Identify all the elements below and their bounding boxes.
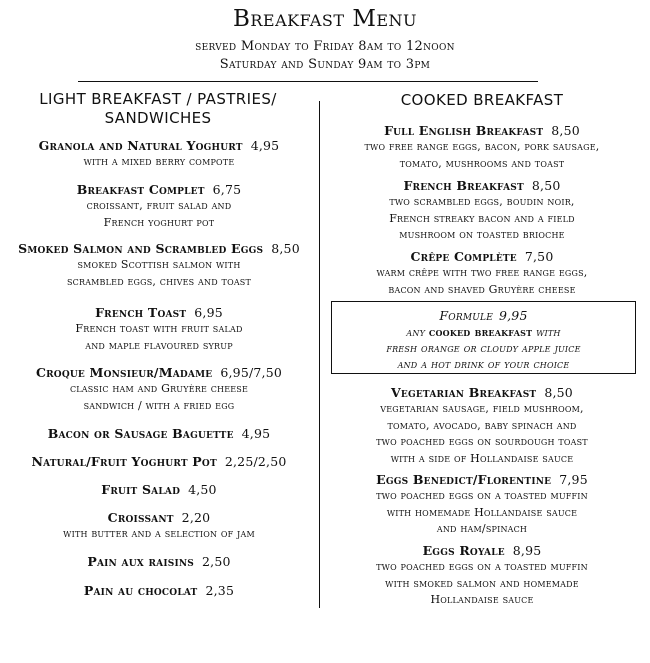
menu-item-title [2,364,316,381]
menu-item-description: bacon and shaved Gruyère cheese [388,282,576,296]
menu-item-description: two poached eggs on a toasted muffin [376,560,588,573]
menu-item-description: with butter and a selection of jam [63,527,255,540]
menu-item-title [326,248,638,265]
menu-item-name: Natural/Fruit Yoghurt Pot [31,454,217,469]
menu-item-price: 4,95 [241,426,271,441]
menu-item-smoked-salmon [2,240,316,290]
menu-item-description: French streaky bacon and a field [389,211,575,225]
menu-item-description: with smoked salmon and homemade [385,576,579,590]
menu-item-title [2,553,316,570]
menu-item-description: with homemade Hollandaise sauce [386,505,578,519]
menu-item-title [2,240,316,257]
menu-item-name: Bacon or Sausage Baguette [47,426,234,441]
menu-item-pain-au-chocolat [2,582,316,599]
light-breakfast-heading [2,90,314,128]
column-divider [319,101,320,608]
menu-item-french-breakfast [326,177,638,244]
formule-box [331,301,636,374]
menu-item-name: Vegetarian Breakfast [391,385,537,400]
menu-item-name: Pain aux raisins [87,554,194,569]
formule-line1: any cooked breakfast with [406,325,561,339]
menu-item-baguette [2,425,316,442]
header-divider [78,81,538,82]
menu-item-title [326,177,638,194]
menu-item-description: vegetarian sausage, field mushroom, [380,402,584,415]
menu-item-name: French Toast [95,305,187,320]
weekday-hours: served Monday to Friday 8am to 12noon [195,39,455,54]
formule-name: Formule [439,308,493,323]
menu-item-name: French Breakfast [403,178,524,193]
menu-item-name: Croque Monsieur/Madame [35,365,213,380]
menu-title: Breakfast Menu [232,6,418,32]
menu-item-title [326,542,638,559]
menu-item-price: 7,50 [524,249,554,264]
menu-item-price: 2,25/2,50 [224,454,287,469]
menu-item-description: warm crêpe with two free range eggs, [376,266,588,279]
menu-item-price: 6,75 [212,182,242,197]
menu-item-description: with a side of Hollandaise sauce [390,451,574,465]
menu-item-name: Full English Breakfast [384,123,544,138]
menu-item-price: 8,95 [512,543,542,558]
menu-item-description: tomato, avocado, baby spinach and [387,418,577,432]
menu-item-description: smoked Scottish salmon with [77,258,241,271]
menu-item-price: 8,50 [544,385,573,400]
menu-item-breakfast-complet [2,181,316,231]
menu-item-description: Hollandaise sauce [430,593,534,606]
menu-item-description: scrambled eggs, chives and toast [66,274,252,288]
menu-item-title [2,137,316,154]
weekend-hours: Saturday and Sunday 9am to 3pm [219,57,431,72]
menu-item-description: sandwich / with a fried egg [83,398,235,412]
menu-item-title [326,122,638,139]
formule-line2: fresh orange or cloudy apple juice [386,341,581,355]
menu-item-title [326,471,638,488]
menu-item-croissant [2,509,316,543]
menu-item-name: Granola and Natural Yoghurt [38,138,243,153]
menu-item-description: two free range eggs, bacon, pork sausage, [364,140,600,153]
menu-item-pain-aux-raisins [2,553,316,570]
menu-item-name: Pain au chocolat [83,583,198,598]
light-breakfast-heading-line1: LIGHT BREAKFAST / PASTRIES/ [39,90,277,108]
menu-item-name: Fruit Salad [101,482,181,497]
menu-item-price: 2,50 [202,554,231,569]
formule-line3: and a hot drink of your choice [397,357,570,371]
menu-item-price: 8,50 [271,241,300,256]
menu-item-granola [2,137,316,171]
menu-item-price: 8,50 [551,123,580,138]
menu-item-description: mushroom on toasted brioche [399,228,565,241]
menu-item-description: croissant, fruit salad and [86,199,232,212]
menu-item-title [2,481,316,498]
menu-item-title [2,181,316,198]
menu-item-title [2,425,316,442]
menu-item-full-english [326,122,638,172]
menu-item-title [2,582,316,599]
light-breakfast-heading-line2: SANDWICHES [104,109,212,127]
menu-item-price: 8,50 [531,178,561,193]
menu-item-price: 4,50 [188,482,217,497]
menu-item-price: 2,20 [181,510,211,525]
menu-item-name: Breakfast Complet [76,182,205,197]
menu-item-price: 4,95 [250,138,280,153]
menu-item-description: and ham/spinach [436,522,528,535]
menu-item-description: two poached eggs on a toasted muffin [376,489,588,502]
menu-item-title [2,453,316,470]
menu-item-vegetarian [326,384,638,467]
menu-item-description: two poached eggs on sourdough toast [376,435,588,448]
cooked-breakfast-heading: COOKED BREAKFAST [400,91,564,109]
menu-item-name: Crêpe Complète [410,249,517,264]
formule-cooked-breakfast: cooked breakfast [428,325,533,339]
menu-item-price: 6,95/7,50 [220,365,283,380]
menu-item-description: classic ham and Gruyère cheese [69,382,249,395]
menu-item-name: Eggs Royale [422,543,505,558]
menu-item-description: French toast with fruit salad [75,322,243,335]
menu-item-eggs-benedict [326,471,638,538]
menu-item-name: Eggs Benedict/Florentine [376,472,552,487]
menu-item-price: 2,35 [205,583,235,598]
menu-item-title [2,509,316,526]
menu-item-price: 7,95 [559,472,588,487]
menu-item-title [326,384,638,401]
menu-item-croque [2,364,316,414]
menu-item-title [2,304,316,321]
formule-title [332,307,635,324]
menu-item-french-toast [2,304,316,354]
menu-item-yoghurt-pot [2,453,316,470]
menu-item-description: French yoghurt pot [103,215,215,229]
menu-item-description: tomato, mushrooms and toast [399,156,565,170]
menu-item-description: with a mixed berry compote [83,155,235,168]
menu-item-description: two scrambled eggs, boudin noir, [389,195,575,208]
menu-item-eggs-royale [326,542,638,609]
menu-item-name: Smoked Salmon and Scrambled Eggs [18,241,264,256]
menu-item-fruit-salad [2,481,316,498]
formule-price: 9,95 [498,308,528,323]
menu-item-description: and maple flavoured syrup [85,338,233,352]
menu-item-name: Croissant [107,510,174,525]
menu-item-crepe-complete [326,248,638,298]
menu-item-price: 6,95 [194,305,223,320]
